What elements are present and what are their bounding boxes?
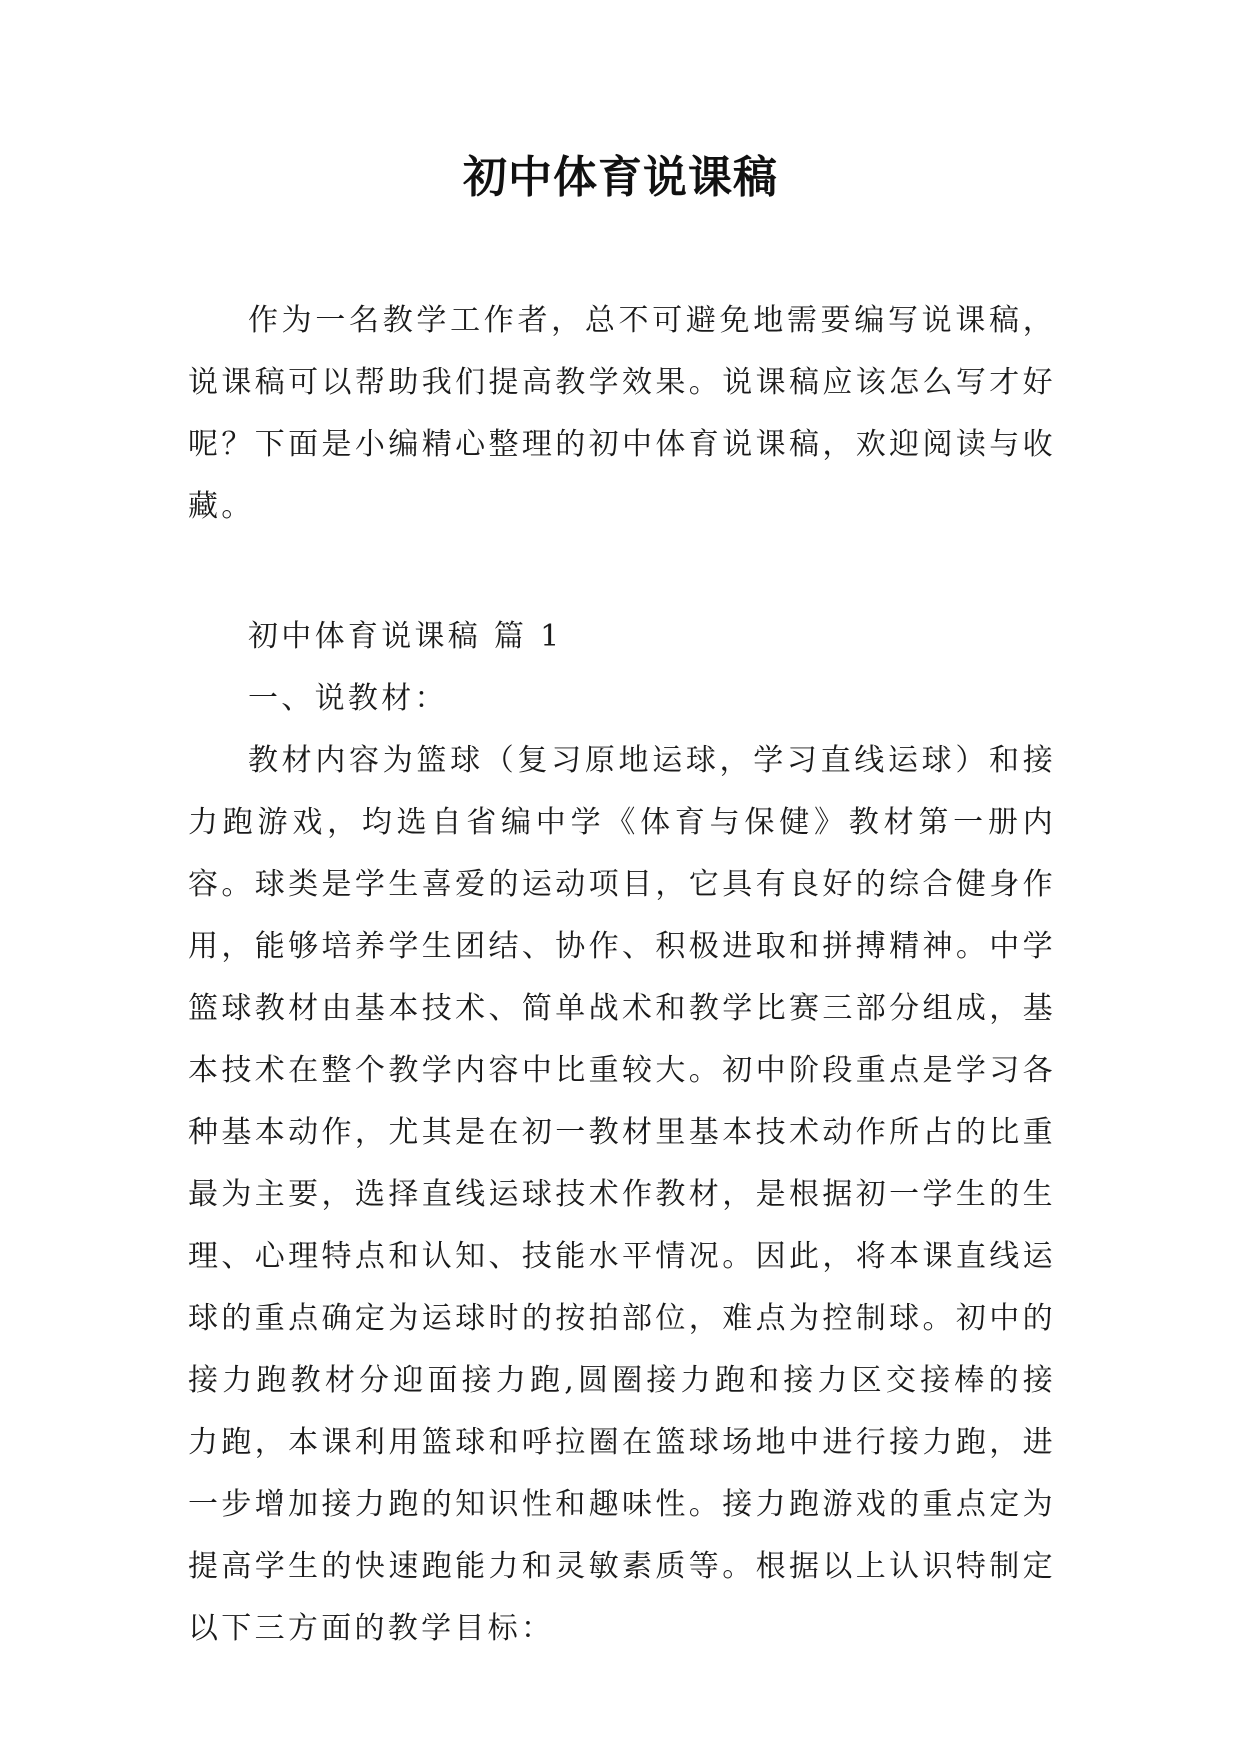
document-title: 初中体育说课稿 [463,152,778,203]
document-body [188,290,1056,1660]
section-spacer [188,538,1056,606]
section-heading: 初中体育说课稿 篇 1 [248,619,563,654]
subheading: 一、说教材： [248,681,448,716]
intro-paragraph: 作为一名教学工作者，总不可避免地需要编写说课稿，说课稿可以帮助我们提高教学效果。说课稿应该怎么写才好呢？下面是小编精心整理的初中体育说课稿，欢迎阅读与收藏。 [188,303,1056,524]
body-paragraph: 教材内容为篮球（复习原地运球，学习直线运球）和接力跑游戏，均选自省编中学《体育与保健》教材第一册内容。球类是学生喜爱的运动项目，它具有良好的综合健身作用，能够培养学生团结、协作、积极进取和拼搏精神。中学篮球教材由基本技术、简单战术和教学比赛三部分组成，基本技术在整个教学内容中比重较大。初中阶段重点是学习各种基本动作，尤其是在初一教材里基本技术动作所占的比重最为主要，选择直线运球技术作教材，是根据初一学生的生理、心理特点和认知、技能水平情况。因此，将本课直线运球的重点确定为运球时的按拍部位，难点为控制球。初中的接力跑教材分迎面接力跑,圆圈接力跑和接力区交接棒的接力跑，本课利用篮球和呼拉圈在篮球场地中进行接力跑，进一步增加接力跑的知识性和趣味性。接力跑游戏的重点定为提高学生的快速跑能力和灵敏素质等。根据以上认识特制定以下三方面的教学目标： [188,743,1056,1646]
